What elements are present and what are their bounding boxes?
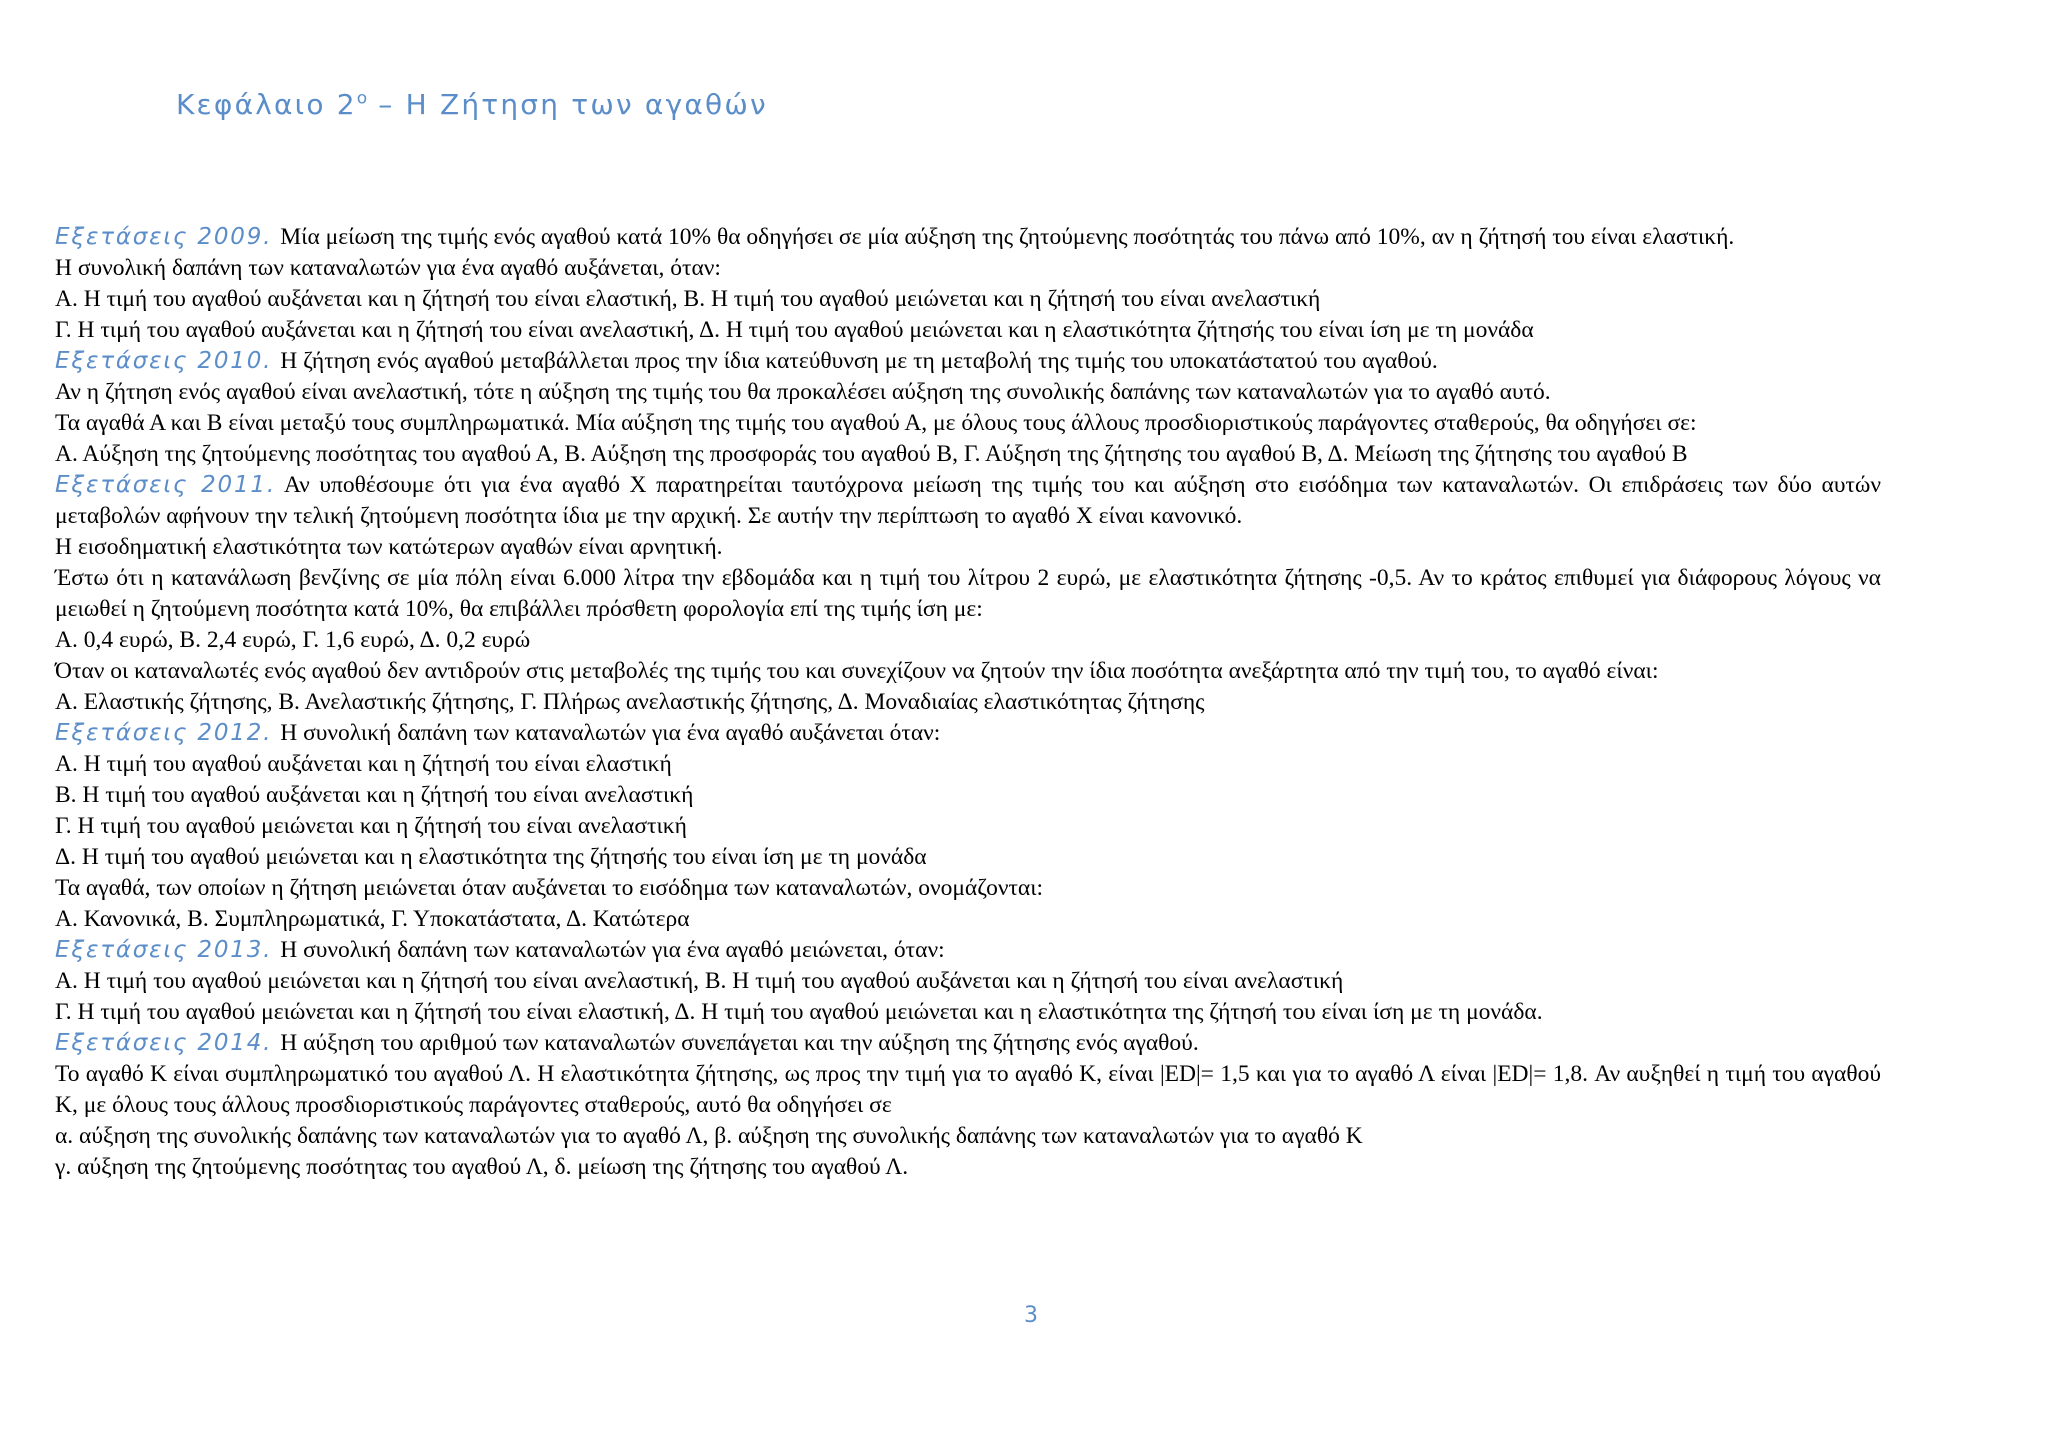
question-stem: Η συνολική δαπάνη των καταναλωτών για ένα αγαθό μειώνεται, όταν: <box>280 937 945 963</box>
statement-text: Η εισοδηματική ελαστικότητα των κατώτερων αγαθών είναι αρνητική. <box>55 534 723 560</box>
exam-2011-intro <box>55 470 1881 532</box>
exam-2012-intro <box>55 718 1881 749</box>
header-title-superscript: ο <box>356 88 368 109</box>
statement-text: Μία μείωση της τιμής ενός αγαθού κατά 10% θα οδηγήσει σε μία αύξηση της ζητούμενης ποσότητάς του πάνω από 10%, αν η ζήτησή του είναι ελαστική. <box>280 224 1735 250</box>
header-title-rest: – Η Ζήτηση των αγαθών <box>367 88 768 121</box>
question-stem: Όταν οι καταναλωτές ενός αγαθού δεν αντιδρούν στις μεταβολές της τιμής του και συνεχίζουν να ζητούν την ίδια ποσότητα ανεξάρτητα από την τιμή του, το αγαθό είναι: <box>55 658 1659 684</box>
question-stem: Το αγαθό Κ είναι συμπληρωματικό του αγαθού Λ. Η ελαστικότητα ζήτησης, ως προς την τιμή για το αγαθό Κ, είναι |ED|= 1,5 και για το αγαθό Λ είναι |ED|= 1,8. Αν αυξηθεί η τιμή του αγαθού Κ, με όλους τους άλλους προσδιοριστικούς παράγοντες σταθερούς, αυτό θα οδηγήσει σε <box>55 1061 1882 1118</box>
statement-text: Αν η ζήτηση ενός αγαθού είναι ανελαστική, τότε η αύξηση της τιμής του θα προκαλέσει αύξηση της συνολικής δαπάνης των καταναλωτών για το αγαθό αυτό. <box>55 379 1551 405</box>
statement-text: Η ζήτηση ενός αγαθού μεταβάλλεται προς την ίδια κατεύθυνση με τη μεταβολή της τιμής του υποκατάστατού του αγαθού. <box>280 348 1438 374</box>
answer-options: Γ. Η τιμή του αγαθού μειώνεται και η ζήτησή του είναι ελαστική, Δ. Η τιμή του αγαθού μειώνεται και η ελαστικότητα της ζήτησή του είναι ίση με τη μονάδα. <box>55 999 1543 1025</box>
exam-2010-intro <box>55 346 1881 377</box>
exam-label-2010: Εξετάσεις 2010. <box>55 348 273 374</box>
exam-2009-intro <box>55 222 1881 253</box>
answer-options: Α. Ελαστικής ζήτησης, Β. Ανελαστικής ζήτησης, Γ. Πλήρως ανελαστικής ζήτησης, Δ. Μοναδιαίας ελαστικότητας ζήτησης <box>55 689 1205 715</box>
answer-option: Α. Η τιμή του αγαθού αυξάνεται και η ζήτησή του είναι ελαστική <box>55 751 672 777</box>
exam-label-2011: Εξετάσεις 2011. <box>55 472 276 498</box>
answer-options: γ. αύξηση της ζητούμενης ποσότητας του αγαθού Λ, δ. μείωση της ζήτησης του αγαθού Λ. <box>55 1154 909 1180</box>
statement-text: Αν υποθέσουμε ότι για ένα αγαθό Χ παρατηρείται ταυτόχρονα μείωση της τιμής του και αύξηση στο εισόδημα των καταναλωτών. Οι επιδράσεις των δύο αυτών μεταβολών αφήνουν την τελική ζητούμενη ποσότητα ίδια με την αρχική. Σε αυτήν την περίπτωση το αγαθό Χ είναι κανονικό. <box>55 472 1881 529</box>
answer-options: Α. Αύξηση της ζητούμενης ποσότητας του αγαθού Α, Β. Αύξηση της προσφοράς του αγαθού Β, Γ. Αύξηση της ζήτησης του αγαθού Β, Δ. Μείωση της ζήτησης του αγαθού Β <box>55 441 1688 467</box>
answer-option: Β. Η τιμή του αγαθού αυξάνεται και η ζήτησή του είναι ανελαστική <box>55 782 694 808</box>
exam-label-2009: Εξετάσεις 2009. <box>55 224 273 250</box>
statement-text: Η αύξηση του αριθμού των καταναλωτών συνεπάγεται και την αύξηση της ζήτησης ενός αγαθού. <box>280 1030 1199 1056</box>
exam-2013-intro <box>55 935 1881 966</box>
question-stem: Έστω ότι η κατανάλωση βενζίνης σε μία πόλη είναι 6.000 λίτρα την εβδομάδα και η τιμή του λίτρου 2 ευρώ, με ελαστικότητα ζήτησης -0,5. Αν το κράτος επιθυμεί για διάφορους λόγους να μειωθεί η ζητούμενη ποσότητα κατά 10%, θα επιβάλλει πρόσθετη φορολογία επί της τιμής ίση με: <box>55 565 1881 622</box>
exam-label-2012: Εξετάσεις 2012. <box>55 720 273 746</box>
document-body <box>55 222 1881 1183</box>
exam-label-2014: Εξετάσεις 2014. <box>55 1030 273 1056</box>
answer-options: Α. 0,4 ευρώ, Β. 2,4 ευρώ, Γ. 1,6 ευρώ, Δ. 0,2 ευρώ <box>55 627 531 653</box>
answer-options: Α. Κανονικά, Β. Συμπληρωματικά, Γ. Υποκατάστατα, Δ. Κατώτερα <box>55 906 690 932</box>
page-header <box>176 88 768 121</box>
exam-2014-intro <box>55 1028 1881 1059</box>
answer-options: Α. Η τιμή του αγαθού μειώνεται και η ζήτησή του είναι ανελαστική, Β. Η τιμή του αγαθού αυξάνεται και η ζήτησή του είναι ανελαστική <box>55 968 1344 994</box>
answer-options: Α. Η τιμή του αγαθού αυξάνεται και η ζήτησή του είναι ελαστική, Β. Η τιμή του αγαθού μειώνεται και η ζήτησή του είναι ανελαστική <box>55 286 1321 312</box>
answer-option: Δ. Η τιμή του αγαθού μειώνεται και η ελαστικότητα της ζήτησής του είναι ίση με τη μονάδα <box>55 844 927 870</box>
question-stem: Η συνολική δαπάνη των καταναλωτών για ένα αγαθό αυξάνεται όταν: <box>280 720 941 746</box>
answer-options: Γ. Η τιμή του αγαθού αυξάνεται και η ζήτησή του είναι ανελαστική, Δ. Η τιμή του αγαθού μειώνεται και η ελαστικότητα ζήτησής του είναι ίση με τη μονάδα <box>55 317 1534 343</box>
question-stem: Τα αγαθά Α και Β είναι μεταξύ τους συμπληρωματικά. Μία αύξηση της τιμής του αγαθού Α, με όλους τους άλλους προσδιοριστικούς παράγοντες σταθερούς, θα οδηγήσει σε: <box>55 410 1697 436</box>
question-stem: Η συνολική δαπάνη των καταναλωτών για ένα αγαθό αυξάνεται, όταν: <box>55 255 721 281</box>
header-title-prefix: Κεφάλαιο 2 <box>176 88 357 121</box>
question-stem: Τα αγαθά, των οποίων η ζήτηση μειώνεται όταν αυξάνεται το εισόδημα των καταναλωτών, ονομάζονται: <box>55 875 1044 901</box>
answer-option: Γ. Η τιμή του αγαθού μειώνεται και η ζήτησή του είναι ανελαστική <box>55 813 687 839</box>
page-number: 3 <box>1024 1303 1038 1328</box>
answer-options: α. αύξηση της συνολικής δαπάνης των καταναλωτών για το αγαθό Λ, β. αύξηση της συνολικής δαπάνης των καταναλωτών για το αγαθό Κ <box>55 1123 1363 1149</box>
exam-label-2013: Εξετάσεις 2013. <box>55 937 273 963</box>
